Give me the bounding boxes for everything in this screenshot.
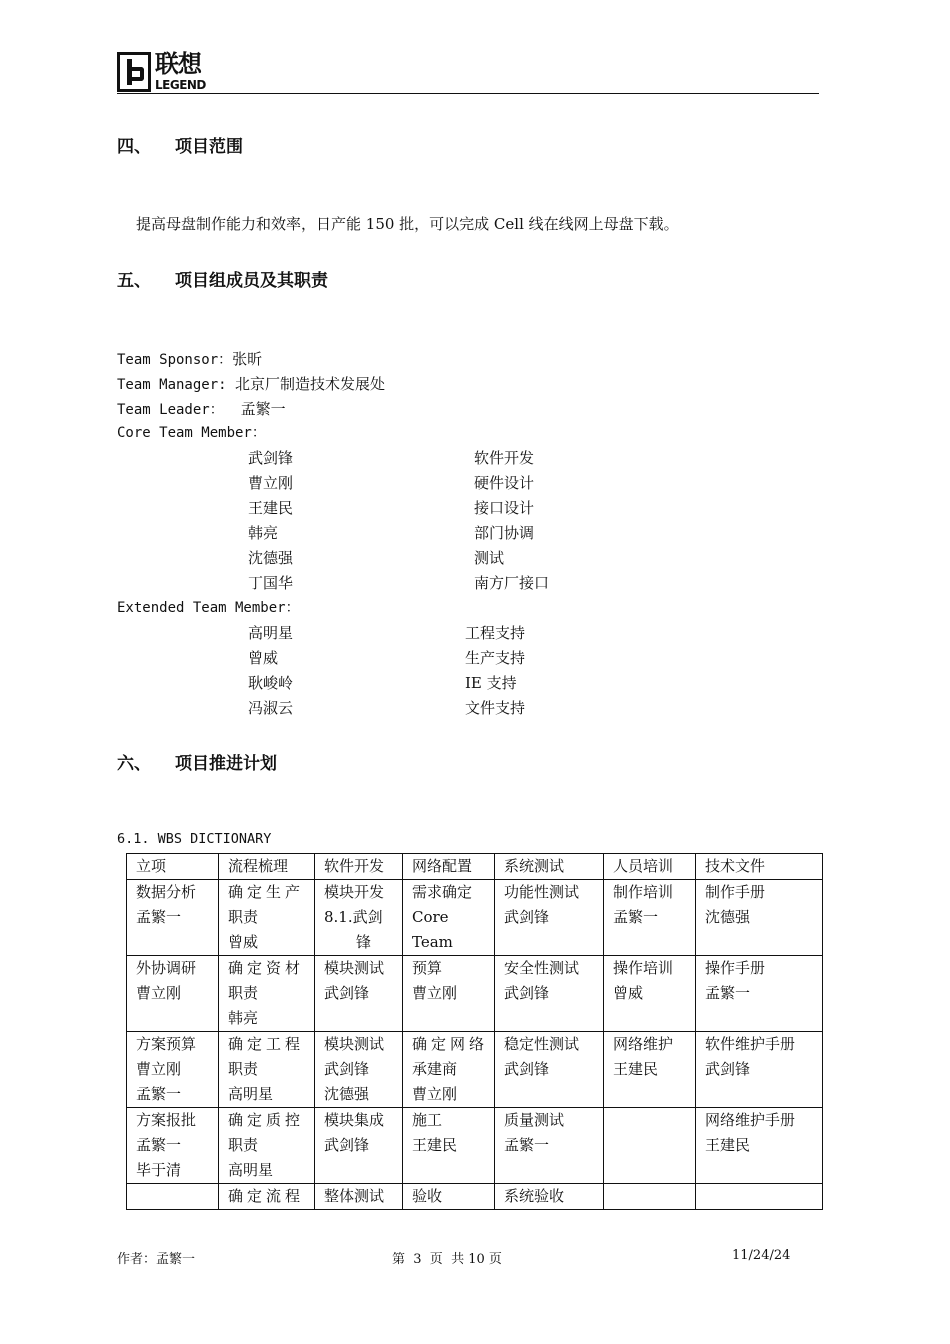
wbs-cell bbox=[696, 1032, 823, 1108]
core-member-row bbox=[117, 496, 717, 521]
extended-member-role: IE 支持 bbox=[465, 674, 517, 692]
legend-logo bbox=[117, 50, 229, 96]
wbs-cell-line: 王建民 bbox=[613, 1060, 659, 1078]
wbs-cell-line: 质量测试 bbox=[504, 1111, 565, 1129]
core-member-row bbox=[117, 571, 717, 596]
core-member-role: 软件开发 bbox=[474, 449, 535, 467]
wbs-cell-line: 确定资材 bbox=[228, 959, 305, 977]
section-6-title: 项目推进计划 bbox=[175, 754, 277, 774]
wbs-cell bbox=[604, 1184, 696, 1210]
footer-page-number: 第 3 页 共 10 页 bbox=[392, 1252, 502, 1267]
wbs-cell-line: 武剑锋 bbox=[705, 1060, 751, 1078]
wbs-row bbox=[127, 956, 823, 1032]
wbs-cell-line: 需求确定 bbox=[412, 883, 473, 901]
extended-member-name: 耿峻岭 bbox=[248, 674, 294, 692]
core-member-row bbox=[117, 446, 717, 471]
wbs-cell-line: 模块集成 bbox=[324, 1111, 385, 1129]
wbs-cell-line: 武剑锋 bbox=[504, 908, 550, 926]
extended-member-name: 冯淑云 bbox=[248, 699, 294, 717]
wbs-cell-line: 曾威 bbox=[613, 984, 644, 1002]
wbs-cell-line: 职责 bbox=[228, 1060, 259, 1078]
team-list bbox=[117, 346, 717, 721]
wbs-cell-line: 确定工程 bbox=[228, 1035, 305, 1053]
section-6-number: 六、 bbox=[117, 754, 151, 774]
core-member-role: 硬件设计 bbox=[474, 474, 535, 492]
wbs-cell bbox=[495, 1108, 604, 1184]
core-member-role: 南方厂接口 bbox=[474, 574, 550, 592]
core-member-name: 武剑锋 bbox=[248, 449, 294, 467]
wbs-cell-line: 孟繁一 bbox=[613, 908, 659, 926]
section-4-number: 四、 bbox=[117, 137, 151, 157]
wbs-cell-line: 方案预算 bbox=[136, 1035, 197, 1053]
core-member-row bbox=[117, 546, 717, 571]
extended-member-row bbox=[117, 621, 717, 646]
wbs-cell bbox=[315, 956, 403, 1032]
extended-member-name: 高明星 bbox=[248, 624, 294, 642]
wbs-cell-line: 武剑锋 bbox=[324, 1060, 370, 1078]
core-team-list bbox=[117, 446, 717, 596]
wbs-cell-line: Core bbox=[412, 908, 449, 926]
extended-team-label: Extended Team Member： bbox=[117, 600, 300, 616]
wbs-cell-line: 功能性测试 bbox=[504, 883, 580, 901]
wbs-cell bbox=[495, 880, 604, 956]
section-5-number: 五、 bbox=[117, 271, 151, 291]
core-member-name: 沈德强 bbox=[248, 549, 294, 567]
wbs-cell bbox=[495, 1032, 604, 1108]
wbs-cell bbox=[495, 956, 604, 1032]
wbs-header-cell: 技术文件 bbox=[696, 854, 823, 880]
wbs-cell-line: 外协调研 bbox=[136, 959, 197, 977]
wbs-cell-line: 王建民 bbox=[705, 1136, 751, 1154]
section-6-heading bbox=[117, 749, 517, 774]
core-member-name: 韩亮 bbox=[248, 524, 279, 542]
wbs-cell-line: 王建民 bbox=[412, 1136, 458, 1154]
wbs-cell-line: 模块测试 bbox=[324, 1035, 385, 1053]
footer-date: 11/24/24 bbox=[732, 1248, 791, 1263]
extended-member-name: 曾威 bbox=[248, 649, 279, 667]
core-member-name: 曹立刚 bbox=[248, 474, 294, 492]
wbs-cell-line: 承建商 bbox=[412, 1060, 458, 1078]
team-sponsor-line: Team Sponsor：张昕 bbox=[117, 350, 263, 368]
wbs-cell-line: Team bbox=[412, 933, 453, 951]
wbs-cell bbox=[696, 1184, 823, 1210]
wbs-cell bbox=[403, 956, 495, 1032]
wbs-cell-line: 沈德强 bbox=[324, 1085, 370, 1103]
wbs-cell-line: 韩亮 bbox=[228, 1009, 259, 1027]
wbs-cell bbox=[604, 956, 696, 1032]
wbs-cell bbox=[219, 1108, 315, 1184]
wbs-row bbox=[127, 1032, 823, 1108]
team-manager-line: Team Manager: 北京厂制造技术发展处 bbox=[117, 375, 386, 393]
wbs-cell-line: 确定流程 bbox=[228, 1187, 305, 1205]
wbs-header-cell: 系统测试 bbox=[495, 854, 604, 880]
wbs-cell-line: 安全性测试 bbox=[504, 959, 580, 977]
wbs-cell-line: 高明星 bbox=[228, 1085, 274, 1103]
wbs-cell-line: 数据分析 bbox=[136, 883, 197, 901]
wbs-cell-line: 锋 bbox=[356, 933, 372, 951]
section-4-heading bbox=[117, 132, 517, 157]
extended-member-role: 文件支持 bbox=[465, 699, 526, 717]
wbs-cell-line: 孟繁一 bbox=[136, 908, 182, 926]
wbs-cell-line: 曹立刚 bbox=[136, 1060, 182, 1078]
wbs-cell-line: 曹立刚 bbox=[136, 984, 182, 1002]
section-4-title: 项目范围 bbox=[175, 137, 243, 157]
wbs-header-cell: 人员培训 bbox=[604, 854, 696, 880]
wbs-header-cell: 流程梳理 bbox=[219, 854, 315, 880]
wbs-cell-line: 确定质控 bbox=[228, 1111, 305, 1129]
wbs-row bbox=[127, 880, 823, 956]
wbs-cell-line: 曹立刚 bbox=[412, 984, 458, 1002]
wbs-cell bbox=[604, 1108, 696, 1184]
core-member-role: 接口设计 bbox=[474, 499, 535, 517]
wbs-cell-line: 高明星 bbox=[228, 1161, 274, 1179]
wbs-table bbox=[126, 853, 823, 1210]
wbs-cell bbox=[127, 1032, 219, 1108]
wbs-cell-line: 曾威 bbox=[228, 933, 259, 951]
wbs-cell-line: 确定网络 bbox=[412, 1035, 489, 1053]
wbs-cell bbox=[495, 1184, 604, 1210]
wbs-header-cell: 立项 bbox=[127, 854, 219, 880]
wbs-row bbox=[127, 1184, 823, 1210]
wbs-cell-line: 孟繁一 bbox=[136, 1136, 182, 1154]
wbs-cell-line: 系统验收 bbox=[504, 1187, 565, 1205]
section-5-title: 项目组成员及其职责 bbox=[175, 271, 328, 291]
wbs-cell bbox=[219, 956, 315, 1032]
wbs-cell bbox=[403, 1184, 495, 1210]
wbs-cell bbox=[219, 880, 315, 956]
footer-author: 作者：孟繁一 bbox=[117, 1252, 196, 1267]
wbs-header-cell: 软件开发 bbox=[315, 854, 403, 880]
wbs-cell bbox=[604, 880, 696, 956]
wbs-cell-line: 职责 bbox=[228, 908, 259, 926]
wbs-cell bbox=[696, 880, 823, 956]
wbs-cell bbox=[127, 1108, 219, 1184]
wbs-header-row bbox=[127, 854, 823, 880]
section-4-body: 提高母盘制作能力和效率，日产能 150 批，可以完成 Cell 线在线网上母盘下载。 bbox=[136, 215, 679, 233]
wbs-cell-line: 验收 bbox=[412, 1187, 443, 1205]
wbs-cell-line: 孟繁一 bbox=[504, 1136, 550, 1154]
core-member-name: 丁国华 bbox=[248, 574, 294, 592]
extended-member-row bbox=[117, 671, 717, 696]
extended-member-row bbox=[117, 696, 717, 721]
legend-logo-icon bbox=[117, 52, 151, 92]
wbs-cell bbox=[604, 1032, 696, 1108]
team-manager: 北京厂制造技术发展处 bbox=[235, 375, 386, 393]
wbs-cell-line: 职责 bbox=[228, 1136, 259, 1154]
wbs-cell-line: 8.1.武剑 bbox=[324, 908, 383, 926]
wbs-cell-line: 模块开发 bbox=[324, 883, 385, 901]
wbs-cell bbox=[315, 880, 403, 956]
wbs-cell-line: 操作培训 bbox=[613, 959, 674, 977]
extended-member-role: 工程支持 bbox=[465, 624, 526, 642]
header-rule bbox=[117, 93, 819, 94]
wbs-header-cell: 网络配置 bbox=[403, 854, 495, 880]
wbs-cell bbox=[403, 1108, 495, 1184]
wbs-cell bbox=[127, 1184, 219, 1210]
wbs-cell-line: 预算 bbox=[412, 959, 443, 977]
logo-chinese-text: 联想 bbox=[155, 50, 201, 78]
extended-member-row bbox=[117, 646, 717, 671]
core-member-role: 测试 bbox=[474, 549, 505, 567]
wbs-cell-line: 武剑锋 bbox=[324, 984, 370, 1002]
wbs-cell-line: 武剑锋 bbox=[324, 1136, 370, 1154]
wbs-cell-line: 方案报批 bbox=[136, 1111, 197, 1129]
wbs-cell-line: 孟繁一 bbox=[705, 984, 751, 1002]
wbs-cell-line: 软件维护手册 bbox=[705, 1035, 796, 1053]
wbs-row bbox=[127, 1108, 823, 1184]
wbs-cell-line: 网络维护手册 bbox=[705, 1111, 796, 1129]
wbs-cell bbox=[315, 1108, 403, 1184]
wbs-caption: 6.1. WBS DICTIONARY bbox=[117, 831, 272, 847]
wbs-cell-line: 整体测试 bbox=[324, 1187, 385, 1205]
wbs-cell bbox=[219, 1032, 315, 1108]
wbs-cell-line: 确定生产 bbox=[228, 883, 305, 901]
extended-member-role: 生产支持 bbox=[465, 649, 526, 667]
wbs-cell-line: 武剑锋 bbox=[504, 1060, 550, 1078]
wbs-cell-line: 孟繁一 bbox=[136, 1085, 182, 1103]
wbs-cell bbox=[403, 1032, 495, 1108]
wbs-cell-line: 曹立刚 bbox=[412, 1085, 458, 1103]
wbs-cell bbox=[127, 880, 219, 956]
wbs-cell bbox=[403, 880, 495, 956]
wbs-cell-line: 操作手册 bbox=[705, 959, 766, 977]
team-leader: 孟繁一 bbox=[240, 400, 286, 418]
wbs-cell-line: 网络维护 bbox=[613, 1035, 674, 1053]
wbs-cell-line: 毕于清 bbox=[136, 1161, 182, 1179]
wbs-cell bbox=[315, 1032, 403, 1108]
team-leader-line: Team Leader： 孟繁一 bbox=[117, 400, 286, 418]
wbs-cell-line: 模块测试 bbox=[324, 959, 385, 977]
extended-team-list bbox=[117, 621, 717, 721]
core-member-row bbox=[117, 471, 717, 496]
section-5-heading bbox=[117, 266, 517, 291]
core-member-name: 王建民 bbox=[248, 499, 294, 517]
core-member-role: 部门协调 bbox=[474, 524, 535, 542]
core-team-label: Core Team Member： bbox=[117, 425, 266, 441]
wbs-cell bbox=[696, 956, 823, 1032]
wbs-cell bbox=[127, 956, 219, 1032]
core-member-row bbox=[117, 521, 717, 546]
logo-english-text: LEGEND bbox=[155, 78, 206, 92]
wbs-cell-line: 制作培训 bbox=[613, 883, 674, 901]
wbs-cell-line: 制作手册 bbox=[705, 883, 766, 901]
team-sponsor: 张昕 bbox=[232, 350, 263, 368]
wbs-cell-line: 职责 bbox=[228, 984, 259, 1002]
wbs-body bbox=[127, 880, 823, 1210]
wbs-cell bbox=[219, 1184, 315, 1210]
wbs-cell-line: 武剑锋 bbox=[504, 984, 550, 1002]
wbs-cell-line: 施工 bbox=[412, 1111, 443, 1129]
wbs-cell bbox=[315, 1184, 403, 1210]
wbs-cell bbox=[696, 1108, 823, 1184]
wbs-cell-line: 沈德强 bbox=[705, 908, 751, 926]
wbs-cell-line: 稳定性测试 bbox=[504, 1035, 580, 1053]
